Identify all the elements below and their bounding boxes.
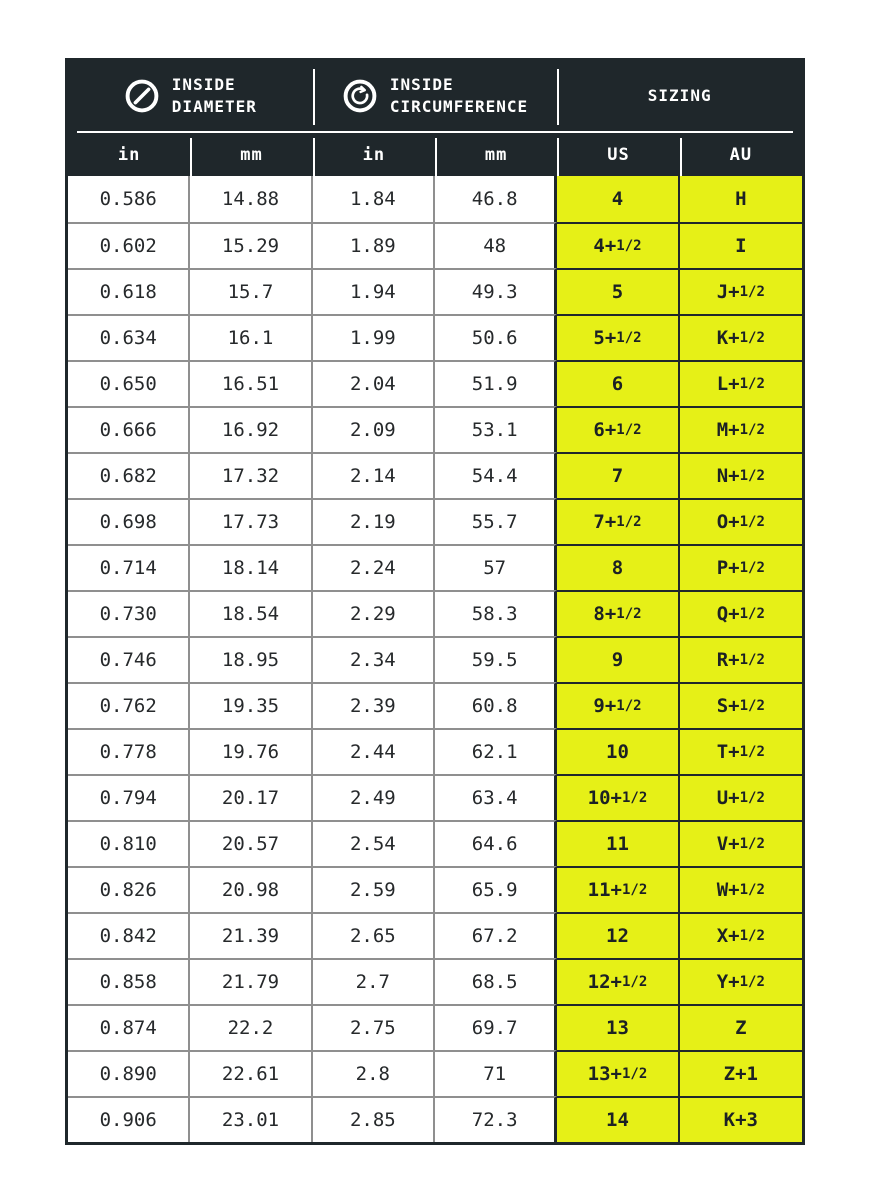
table-row <box>68 912 802 958</box>
table-cell-inside_diameter_mm: 22.2 <box>190 1004 312 1050</box>
half-fraction: 1/2 <box>616 514 642 530</box>
table-cell-inside_circumference_mm: 72.3 <box>435 1096 557 1142</box>
table-cell-us_size: 5 <box>557 268 679 314</box>
half-fraction: 1/2 <box>739 468 765 484</box>
table-cell-inside_diameter_mm: 21.79 <box>190 958 312 1004</box>
table-row <box>68 1050 802 1096</box>
unit-header-row <box>68 133 802 176</box>
table-cell-au_size: X+ 1/2 <box>680 912 802 958</box>
header-label-inside-circumference: INSIDE CIRCUMFERENCE <box>389 75 529 116</box>
half-fraction: 1/2 <box>622 974 648 990</box>
table-cell-inside_diameter_in: 0.618 <box>68 268 190 314</box>
half-fraction: 1/2 <box>739 606 765 622</box>
table-cell-inside_diameter_mm: 17.32 <box>190 452 312 498</box>
unit-header-diameter-in: in <box>117 144 141 165</box>
table-cell-inside_circumference_mm: 57 <box>435 544 557 590</box>
table-cell-inside_diameter_in: 0.682 <box>68 452 190 498</box>
table-cell-inside_circumference_in: 1.94 <box>313 268 435 314</box>
half-fraction: 1/2 <box>739 560 765 576</box>
table-cell-inside_diameter_in: 0.666 <box>68 406 190 452</box>
table-cell-inside_diameter_in: 0.586 <box>68 176 190 222</box>
table-cell-inside_circumference_in: 2.24 <box>313 544 435 590</box>
table-cell-au_size: Q+ 1/2 <box>680 590 802 636</box>
table-cell-au_size: R+ 1/2 <box>680 636 802 682</box>
table-cell-us_size: 12 <box>557 912 679 958</box>
table-cell-inside_circumference_in: 1.89 <box>313 222 435 268</box>
unit-header-circumference-in: in <box>313 133 435 176</box>
table-cell-au_size: H <box>680 176 802 222</box>
table-cell-au_size: O+ 1/2 <box>680 498 802 544</box>
table-cell-inside_circumference_mm: 60.8 <box>435 682 557 728</box>
table-cell-inside_circumference_mm: 58.3 <box>435 590 557 636</box>
table-row <box>68 222 802 268</box>
half-fraction: 1/2 <box>739 836 765 852</box>
table-row <box>68 728 802 774</box>
table-cell-inside_circumference_mm: 68.5 <box>435 958 557 1004</box>
table-cell-us_size: 13+ 1/2 <box>557 1050 679 1096</box>
table-cell-inside_circumference_mm: 54.4 <box>435 452 557 498</box>
table-cell-au_size: K+ 1/2 <box>680 314 802 360</box>
table-cell-inside_diameter_mm: 21.39 <box>190 912 312 958</box>
table-row <box>68 452 802 498</box>
table-cell-us_size: 10+ 1/2 <box>557 774 679 820</box>
table-cell-inside_circumference_mm: 55.7 <box>435 498 557 544</box>
table-cell-inside_diameter_in: 0.602 <box>68 222 190 268</box>
table-cell-inside_circumference_mm: 67.2 <box>435 912 557 958</box>
header-label-sizing: SIZING <box>647 86 712 106</box>
table-cell-inside_diameter_in: 0.794 <box>68 774 190 820</box>
table-cell-inside_circumference_in: 2.65 <box>313 912 435 958</box>
header-group-inside-diameter <box>68 61 313 131</box>
table-cell-inside_diameter_in: 0.842 <box>68 912 190 958</box>
table-cell-inside_diameter_in: 0.858 <box>68 958 190 1004</box>
table-cell-inside_diameter_mm: 14.88 <box>190 176 312 222</box>
half-fraction: 1/2 <box>739 330 765 346</box>
table-cell-inside_circumference_mm: 62.1 <box>435 728 557 774</box>
table-cell-inside_diameter_in: 0.714 <box>68 544 190 590</box>
table-cell-au_size: I <box>680 222 802 268</box>
table-cell-us_size: 4+ 1/2 <box>557 222 679 268</box>
table-row <box>68 268 802 314</box>
table-row <box>68 682 802 728</box>
table-cell-inside_diameter_mm: 18.54 <box>190 590 312 636</box>
table-cell-inside_diameter_mm: 15.7 <box>190 268 312 314</box>
unit-header-circumference-mm: mm <box>435 133 557 176</box>
table-cell-au_size: W+ 1/2 <box>680 866 802 912</box>
table-cell-inside_diameter_mm: 15.29 <box>190 222 312 268</box>
table-cell-inside_circumference_in: 2.49 <box>313 774 435 820</box>
table-row <box>68 1004 802 1050</box>
header-group-sizing <box>557 61 802 131</box>
half-fraction: 1/2 <box>739 652 765 668</box>
table-cell-inside_circumference_in: 2.19 <box>313 498 435 544</box>
table-cell-inside_circumference_in: 2.7 <box>313 958 435 1004</box>
table-header <box>68 61 802 176</box>
table-cell-inside_circumference_mm: 59.5 <box>435 636 557 682</box>
table-cell-us_size: 4 <box>557 176 679 222</box>
table-cell-inside_circumference_mm: 50.6 <box>435 314 557 360</box>
table-cell-us_size: 12+ 1/2 <box>557 958 679 1004</box>
table-row <box>68 958 802 1004</box>
table-cell-inside_diameter_in: 0.698 <box>68 498 190 544</box>
table-cell-inside_diameter_in: 0.906 <box>68 1096 190 1142</box>
table-cell-inside_circumference_in: 2.29 <box>313 590 435 636</box>
table-cell-inside_circumference_mm: 46.8 <box>435 176 557 222</box>
diameter-icon <box>124 78 160 114</box>
table-cell-inside_circumference_in: 2.59 <box>313 866 435 912</box>
table-cell-inside_circumference_mm: 69.7 <box>435 1004 557 1050</box>
table-cell-au_size: Y+ 1/2 <box>680 958 802 1004</box>
half-fraction: 1/2 <box>739 790 765 806</box>
table-row <box>68 820 802 866</box>
table-row <box>68 636 802 682</box>
table-cell-inside_circumference_mm: 48 <box>435 222 557 268</box>
table-cell-inside_diameter_in: 0.634 <box>68 314 190 360</box>
table-cell-inside_diameter_mm: 20.17 <box>190 774 312 820</box>
table-cell-us_size: 11+ 1/2 <box>557 866 679 912</box>
table-cell-inside_circumference_in: 2.04 <box>313 360 435 406</box>
table-cell-us_size: 14 <box>557 1096 679 1142</box>
table-cell-au_size: Z <box>680 1004 802 1050</box>
table-cell-inside_diameter_mm: 23.01 <box>190 1096 312 1142</box>
table-cell-inside_diameter_in: 0.746 <box>68 636 190 682</box>
table-cell-inside_circumference_in: 2.44 <box>313 728 435 774</box>
unit-header-us-size: US <box>557 133 679 176</box>
table-cell-inside_circumference_in: 2.39 <box>313 682 435 728</box>
half-fraction: 1/2 <box>622 790 648 806</box>
table-cell-inside_diameter_in: 0.810 <box>68 820 190 866</box>
table-cell-inside_circumference_mm: 64.6 <box>435 820 557 866</box>
table-cell-au_size: Z+1 <box>680 1050 802 1096</box>
table-cell-au_size: N+ 1/2 <box>680 452 802 498</box>
table-cell-inside_circumference_mm: 71 <box>435 1050 557 1096</box>
ring-sizing-table <box>65 58 805 1145</box>
table-row <box>68 498 802 544</box>
table-cell-inside_diameter_in: 0.890 <box>68 1050 190 1096</box>
table-cell-inside_circumference_in: 2.8 <box>313 1050 435 1096</box>
table-cell-inside_circumference_mm: 53.1 <box>435 406 557 452</box>
table-body <box>68 176 802 1142</box>
table-row <box>68 176 802 222</box>
table-cell-us_size: 8+ 1/2 <box>557 590 679 636</box>
table-row <box>68 314 802 360</box>
half-fraction: 1/2 <box>616 698 642 714</box>
table-cell-us_size: 11 <box>557 820 679 866</box>
table-cell-inside_diameter_in: 0.650 <box>68 360 190 406</box>
header-label-inside-diameter: INSIDE DIAMETER <box>171 75 257 116</box>
half-fraction: 1/2 <box>616 330 642 346</box>
table-cell-inside_diameter_in: 0.730 <box>68 590 190 636</box>
half-fraction: 1/2 <box>739 882 765 898</box>
table-cell-inside_diameter_mm: 18.95 <box>190 636 312 682</box>
table-cell-inside_circumference_in: 2.85 <box>313 1096 435 1142</box>
half-fraction: 1/2 <box>739 928 765 944</box>
table-cell-us_size: 6+ 1/2 <box>557 406 679 452</box>
table-cell-inside_circumference_mm: 63.4 <box>435 774 557 820</box>
table-cell-inside_circumference_in: 2.14 <box>313 452 435 498</box>
table-cell-inside_diameter_in: 0.778 <box>68 728 190 774</box>
header-group-inside-circumference <box>313 61 558 131</box>
table-cell-inside_circumference_mm: 51.9 <box>435 360 557 406</box>
half-fraction: 1/2 <box>616 606 642 622</box>
table-cell-au_size: M+ 1/2 <box>680 406 802 452</box>
table-row <box>68 1096 802 1142</box>
table-cell-au_size: K+3 <box>680 1096 802 1142</box>
table-cell-inside_diameter_mm: 16.92 <box>190 406 312 452</box>
table-cell-us_size: 5+ 1/2 <box>557 314 679 360</box>
table-cell-au_size: T+ 1/2 <box>680 728 802 774</box>
table-cell-inside_diameter_mm: 20.98 <box>190 866 312 912</box>
table-cell-inside_circumference_in: 2.34 <box>313 636 435 682</box>
table-cell-us_size: 10 <box>557 728 679 774</box>
unit-header-diameter-mm: mm <box>190 133 312 176</box>
table-cell-us_size: 8 <box>557 544 679 590</box>
table-cell-us_size: 7+ 1/2 <box>557 498 679 544</box>
table-cell-inside_circumference_in: 2.54 <box>313 820 435 866</box>
table-cell-au_size: U+ 1/2 <box>680 774 802 820</box>
table-row <box>68 360 802 406</box>
table-cell-inside_diameter_mm: 19.76 <box>190 728 312 774</box>
half-fraction: 1/2 <box>739 974 765 990</box>
table-cell-au_size: V+ 1/2 <box>680 820 802 866</box>
half-fraction: 1/2 <box>739 284 765 300</box>
half-fraction: 1/2 <box>739 422 765 438</box>
table-cell-inside_circumference_mm: 49.3 <box>435 268 557 314</box>
table-cell-inside_diameter_in: 0.826 <box>68 866 190 912</box>
half-fraction: 1/2 <box>622 882 648 898</box>
table-cell-inside_circumference_in: 2.09 <box>313 406 435 452</box>
table-cell-us_size: 9 <box>557 636 679 682</box>
half-fraction: 1/2 <box>739 514 765 530</box>
table-cell-inside_circumference_in: 2.75 <box>313 1004 435 1050</box>
table-cell-inside_circumference_mm: 65.9 <box>435 866 557 912</box>
half-fraction: 1/2 <box>739 744 765 760</box>
table-row <box>68 866 802 912</box>
table-cell-inside_diameter_mm: 22.61 <box>190 1050 312 1096</box>
table-cell-au_size: L+ 1/2 <box>680 360 802 406</box>
circumference-icon <box>342 78 378 114</box>
table-cell-us_size: 9+ 1/2 <box>557 682 679 728</box>
table-cell-us_size: 7 <box>557 452 679 498</box>
half-fraction: 1/2 <box>622 1066 648 1082</box>
half-fraction: 1/2 <box>616 422 642 438</box>
table-cell-inside_diameter_mm: 16.1 <box>190 314 312 360</box>
table-cell-inside_circumference_in: 1.99 <box>313 314 435 360</box>
half-fraction: 1/2 <box>616 238 642 254</box>
table-cell-us_size: 6 <box>557 360 679 406</box>
half-fraction: 1/2 <box>739 698 765 714</box>
table-cell-inside_diameter_in: 0.874 <box>68 1004 190 1050</box>
table-cell-inside_circumference_in: 1.84 <box>313 176 435 222</box>
table-row <box>68 774 802 820</box>
table-row <box>68 544 802 590</box>
table-cell-inside_diameter_mm: 17.73 <box>190 498 312 544</box>
unit-header-au-size: AU <box>680 133 802 176</box>
table-cell-au_size: J+ 1/2 <box>680 268 802 314</box>
half-fraction: 1/2 <box>739 376 765 392</box>
table-cell-inside_diameter_mm: 20.57 <box>190 820 312 866</box>
table-cell-au_size: S+ 1/2 <box>680 682 802 728</box>
table-row <box>68 590 802 636</box>
table-row <box>68 406 802 452</box>
table-cell-inside_diameter_mm: 19.35 <box>190 682 312 728</box>
table-cell-au_size: P+ 1/2 <box>680 544 802 590</box>
table-cell-us_size: 13 <box>557 1004 679 1050</box>
table-cell-inside_diameter_mm: 18.14 <box>190 544 312 590</box>
header-title-row <box>68 61 802 131</box>
table-cell-inside_diameter_in: 0.762 <box>68 682 190 728</box>
table-cell-inside_diameter_mm: 16.51 <box>190 360 312 406</box>
